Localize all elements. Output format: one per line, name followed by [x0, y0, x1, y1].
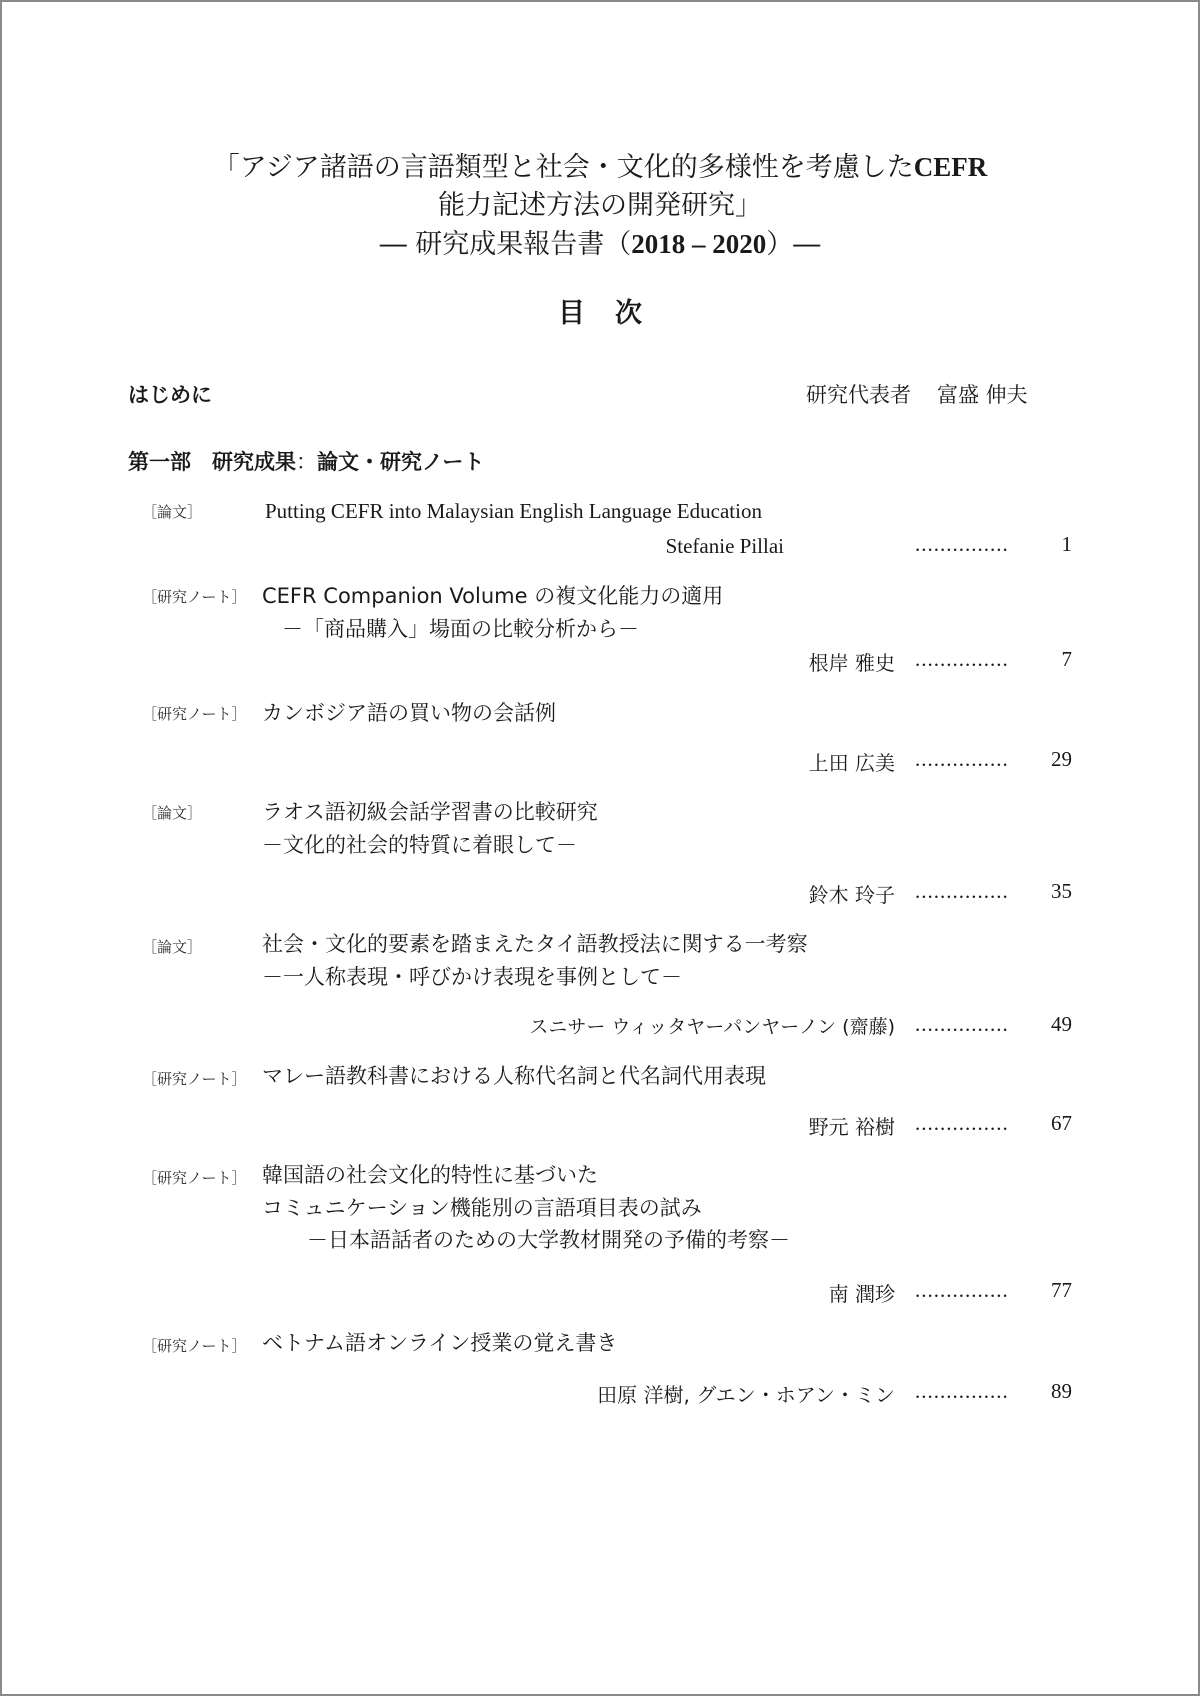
entry-type-label: ［論文］: [142, 938, 203, 956]
part1-heading: [128, 448, 484, 476]
title-line-3-years: 2018 – 2020: [631, 229, 767, 259]
entry-subtitle-line: コミュニケーション機能別の言語項目表の試み: [262, 1196, 702, 1220]
entry-author: 南 潤珍: [828, 1282, 895, 1306]
entry-author: 根岸 雅史: [808, 651, 895, 675]
title-line-3: [2, 225, 1198, 264]
leader-dots: ...............: [915, 1012, 1009, 1036]
entry-title-line: CEFR Companion Volume の複文化能力の適用: [262, 584, 724, 608]
entry-type-label: ［研究ノート］: [142, 588, 247, 606]
entry-type-label: ［論文］: [142, 503, 203, 521]
entry-page-number: 29: [1051, 747, 1072, 771]
entry-author: 鈴木 玲子: [808, 883, 895, 907]
title-line-1-text: 「アジア諸語の言語類型と社会・文化的多様性を考慮した: [212, 152, 914, 183]
entry-author: スニサー ウィッタヤーパンヤーノン (齋藤): [529, 1016, 895, 1038]
entry-author: 野元 裕樹: [808, 1115, 895, 1139]
part1-heading-text: 第一部 研究成果: [128, 450, 296, 474]
intro-name: 富盛 伸夫: [937, 383, 1028, 407]
entry-title-line: ラオス語初級会話学習書の比較研究: [262, 800, 598, 824]
leader-dots: ...............: [915, 1111, 1009, 1135]
entry-author: 田原 洋樹, グエン・ホアン・ミン: [597, 1383, 895, 1407]
document-title: [2, 148, 1198, 264]
entry-subtitle-line: －「商品購入」場面の比較分析から－: [282, 617, 639, 641]
leader-dots: ...............: [915, 532, 1009, 556]
entry-title-line: カンボジア語の買い物の会話例: [262, 701, 556, 725]
toc-heading: [2, 291, 1198, 330]
entry-page-number: 35: [1051, 879, 1072, 903]
title-line-1-latin: CEFR: [913, 152, 988, 182]
entry-page-number: 1: [1061, 532, 1072, 556]
entry-page-number: 77: [1051, 1278, 1072, 1302]
entry-page-number: 7: [1061, 647, 1072, 671]
entry-type-label: ［論文］: [142, 804, 203, 822]
entry-page-number: 67: [1051, 1111, 1072, 1135]
leader-dots: ...............: [915, 747, 1009, 771]
entry-title-line: 韓国語の社会文化的特性に基づいた: [262, 1163, 598, 1187]
entry-title-line: マレー語教科書における人称代名詞と代名詞代用表現: [262, 1064, 766, 1088]
toc-heading-char-1: 目: [558, 298, 585, 329]
part1-subheading: 論文・研究ノート: [317, 450, 485, 474]
entry-title-line: Putting CEFR into Malaysian English Language Education: [265, 499, 762, 523]
entry-type-label: ［研究ノート］: [142, 1070, 247, 1088]
intro-author: [806, 381, 1028, 409]
entry-subtitle-line: －一人称表現・呼びかけ表現を事例として－: [262, 965, 682, 989]
leader-dots: ...............: [915, 1379, 1009, 1403]
entry-author: Stefanie Pillai: [665, 534, 784, 558]
entry-author: 上田 広美: [808, 751, 895, 775]
title-line-2: 能力記述方法の開発研究」: [438, 190, 762, 221]
entry-page-number: 89: [1051, 1379, 1072, 1403]
entry-page-number: 49: [1051, 1012, 1072, 1036]
toc-heading-char-2: 次: [615, 298, 642, 329]
entry-title-line: ベトナム語オンライン授業の覚え書き: [262, 1331, 618, 1355]
entry-type-label: ［研究ノート］: [142, 1169, 247, 1187]
intro-label: はじめに: [128, 383, 212, 407]
title-line-3-suffix: ）―: [766, 229, 821, 260]
entry-title-line: 社会・文化的要素を踏まえたタイ語教授法に関する一考察: [262, 932, 808, 956]
intro-role: 研究代表者: [806, 383, 911, 407]
leader-dots: ...............: [915, 647, 1009, 671]
entry-subtitle-line: －文化的社会的特質に着眼して－: [262, 833, 577, 857]
entry-subtitle-line: －日本語話者のための大学教材開発の予備的考察－: [307, 1228, 790, 1252]
entry-type-label: ［研究ノート］: [142, 1337, 247, 1355]
title-line-3-prefix: ― 研究成果報告書（: [379, 229, 632, 260]
part1-colon: ：: [296, 450, 317, 474]
leader-dots: ...............: [915, 1278, 1009, 1302]
leader-dots: ...............: [915, 879, 1009, 903]
entry-type-label: ［研究ノート］: [142, 705, 247, 723]
title-line-1: [2, 148, 1198, 187]
